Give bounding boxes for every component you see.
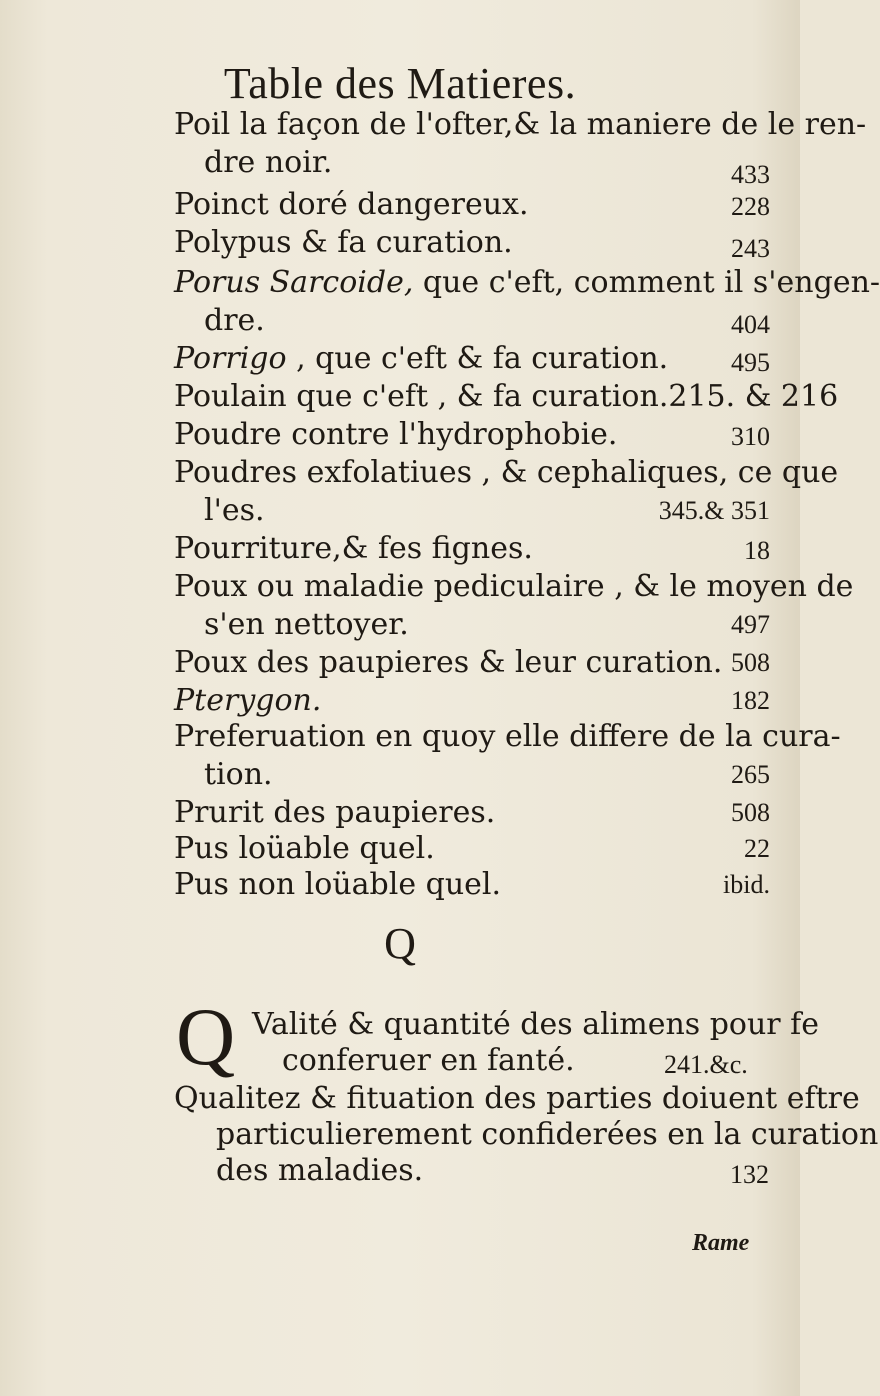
section-letter: Q: [384, 919, 416, 968]
entry-text: Poux des paupieres & leur curation.: [174, 645, 723, 680]
entry-page: 433: [731, 160, 770, 189]
entry-text: Prurit des paupieres.: [174, 795, 496, 830]
q-entry-line: Qualitez & fituation des parties doiuent eftre: [174, 1081, 860, 1116]
q-entry-line: des maladies.: [216, 1153, 424, 1188]
entry-text-cont: dre.: [204, 303, 265, 338]
entry-text: Poudre contre l'hydrophobie.: [174, 417, 618, 452]
entry-page: 182: [731, 686, 770, 715]
entry-page: 404: [731, 310, 770, 339]
entry-page: 265: [731, 760, 770, 789]
entry-page: 228: [731, 192, 770, 221]
entry-page: 497: [731, 610, 770, 639]
page-title: Table des Matieres.: [223, 59, 577, 108]
entry-page: 508: [731, 648, 770, 677]
q-entry-line: Valité & quantité des alimens pour fe: [252, 1007, 820, 1042]
entry-page: 310: [731, 422, 770, 451]
entry-page: 18: [744, 536, 770, 565]
q-entry-line: conferuer en fanté.: [282, 1043, 575, 1078]
entry-text: Pus non loüable quel.: [174, 867, 502, 902]
entry-text: Poudres exfolatiues , & cephaliques, ce que: [174, 455, 839, 490]
entry-page: 508: [731, 798, 770, 827]
drop-cap: Q: [176, 991, 236, 1082]
entry-text: Poux ou maladie pediculaire , & le moyen de: [174, 569, 854, 604]
entry-text-cont: s'en nettoyer.: [204, 607, 409, 642]
entry-text: Poulain que c'eft , & fa curation.215. & 216: [174, 379, 839, 414]
q-entry-line: particulierement confiderées en la curation: [216, 1117, 879, 1152]
entry-page: ibid.: [723, 870, 770, 899]
entry-page: 495: [731, 348, 770, 377]
entry-head: Porus Sarcoide,: [174, 265, 414, 300]
entry-text: Poinct doré dangereux.: [174, 187, 529, 222]
catchword: Rame: [692, 1230, 750, 1256]
entry-text: [174, 265, 880, 300]
entry-page: 22: [744, 834, 770, 863]
entry-page: 243: [731, 234, 770, 263]
entry-head: Porrigo: [174, 341, 287, 376]
entry-text: Preferuation en quoy elle differe de la cura-: [174, 719, 841, 754]
entry-rest: que c'eft, comment il s'engen-: [413, 265, 880, 300]
entry-text: [174, 341, 669, 376]
entry-text: Polypus & fa curation.: [174, 225, 513, 260]
entry-page: 132: [730, 1160, 769, 1189]
entry-rest: , que c'eft & fa curation.: [286, 341, 669, 376]
entry-head: Pterygon.: [174, 683, 322, 718]
entry-page: 241.&c.: [664, 1050, 748, 1079]
entry-text: Pourriture,& fes fignes.: [174, 531, 533, 566]
entry-text-cont: tion.: [204, 757, 273, 792]
entry-page: 345.& 351: [658, 496, 770, 525]
entry-text: Poil la façon de l'ofter,& la maniere de le ren-: [174, 107, 867, 142]
entry-text-cont: dre noir.: [204, 145, 333, 180]
entry-text: Pus loüable quel.: [174, 831, 435, 866]
entry-text-cont: l'es.: [204, 493, 265, 528]
